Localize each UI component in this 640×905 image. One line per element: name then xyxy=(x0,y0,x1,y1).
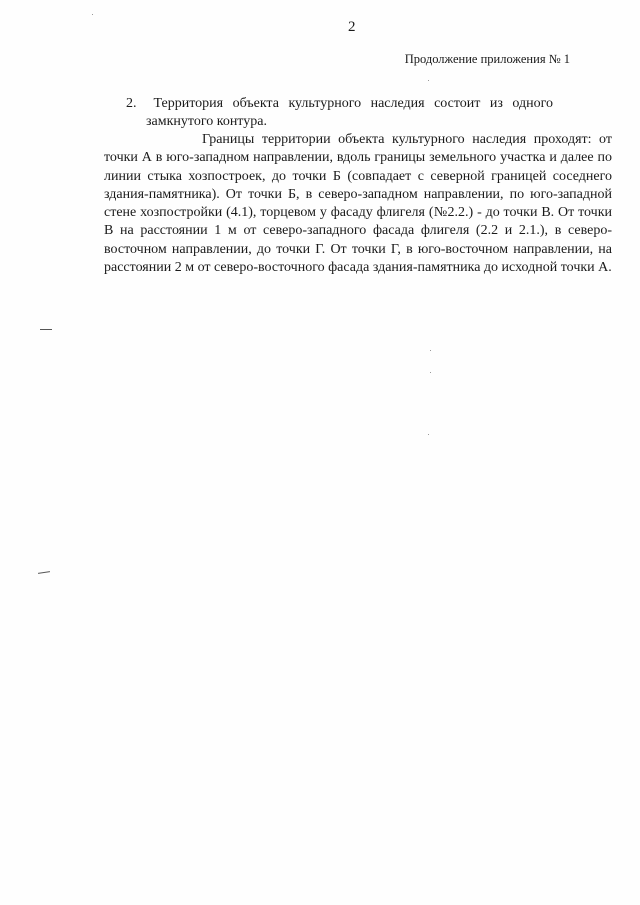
boundary-description-paragraph: Границы территории объекта культурного наследия проходят: от точки А в юго-западном направлении, вдоль границы земельного участка и далее по линии стыка хозпостроек, до точки Б (совпадает с северной границей соседнего здания-памятника). От точки Б, в северо-западном направлении, по юго-западной стене хозпостройки (4.1), торцевом у фасаду флигеля (№2.2.) - до точки В. От точки В на расстоянии 1 м от северо-западного фасада флигеля (2.2 и 2.1.), в северо-восточном направлении, до точки Г. От точки Г, в юго-восточном направлении, на расстоянии 2 м от северо-восточного фасада здания-памятника до исходной точки А. xyxy=(104,132,612,276)
list-item-first-line xyxy=(126,95,612,113)
scan-speck xyxy=(92,14,93,15)
list-item-number: 2. xyxy=(126,96,137,111)
page-number: 2 xyxy=(348,19,356,35)
scan-speck xyxy=(428,434,429,435)
list-item xyxy=(126,95,612,131)
scan-mark xyxy=(40,329,52,330)
appendix-header: Продолжение приложения № 1 xyxy=(404,52,570,66)
scan-speck xyxy=(430,372,431,373)
scan-speck xyxy=(428,80,429,81)
scan-mark xyxy=(38,571,50,574)
scan-speck xyxy=(430,350,431,351)
list-item-text: Территория объекта культурного наследия состоит из одного xyxy=(153,96,554,111)
list-item-continuation: замкнутого контура. xyxy=(146,114,267,129)
